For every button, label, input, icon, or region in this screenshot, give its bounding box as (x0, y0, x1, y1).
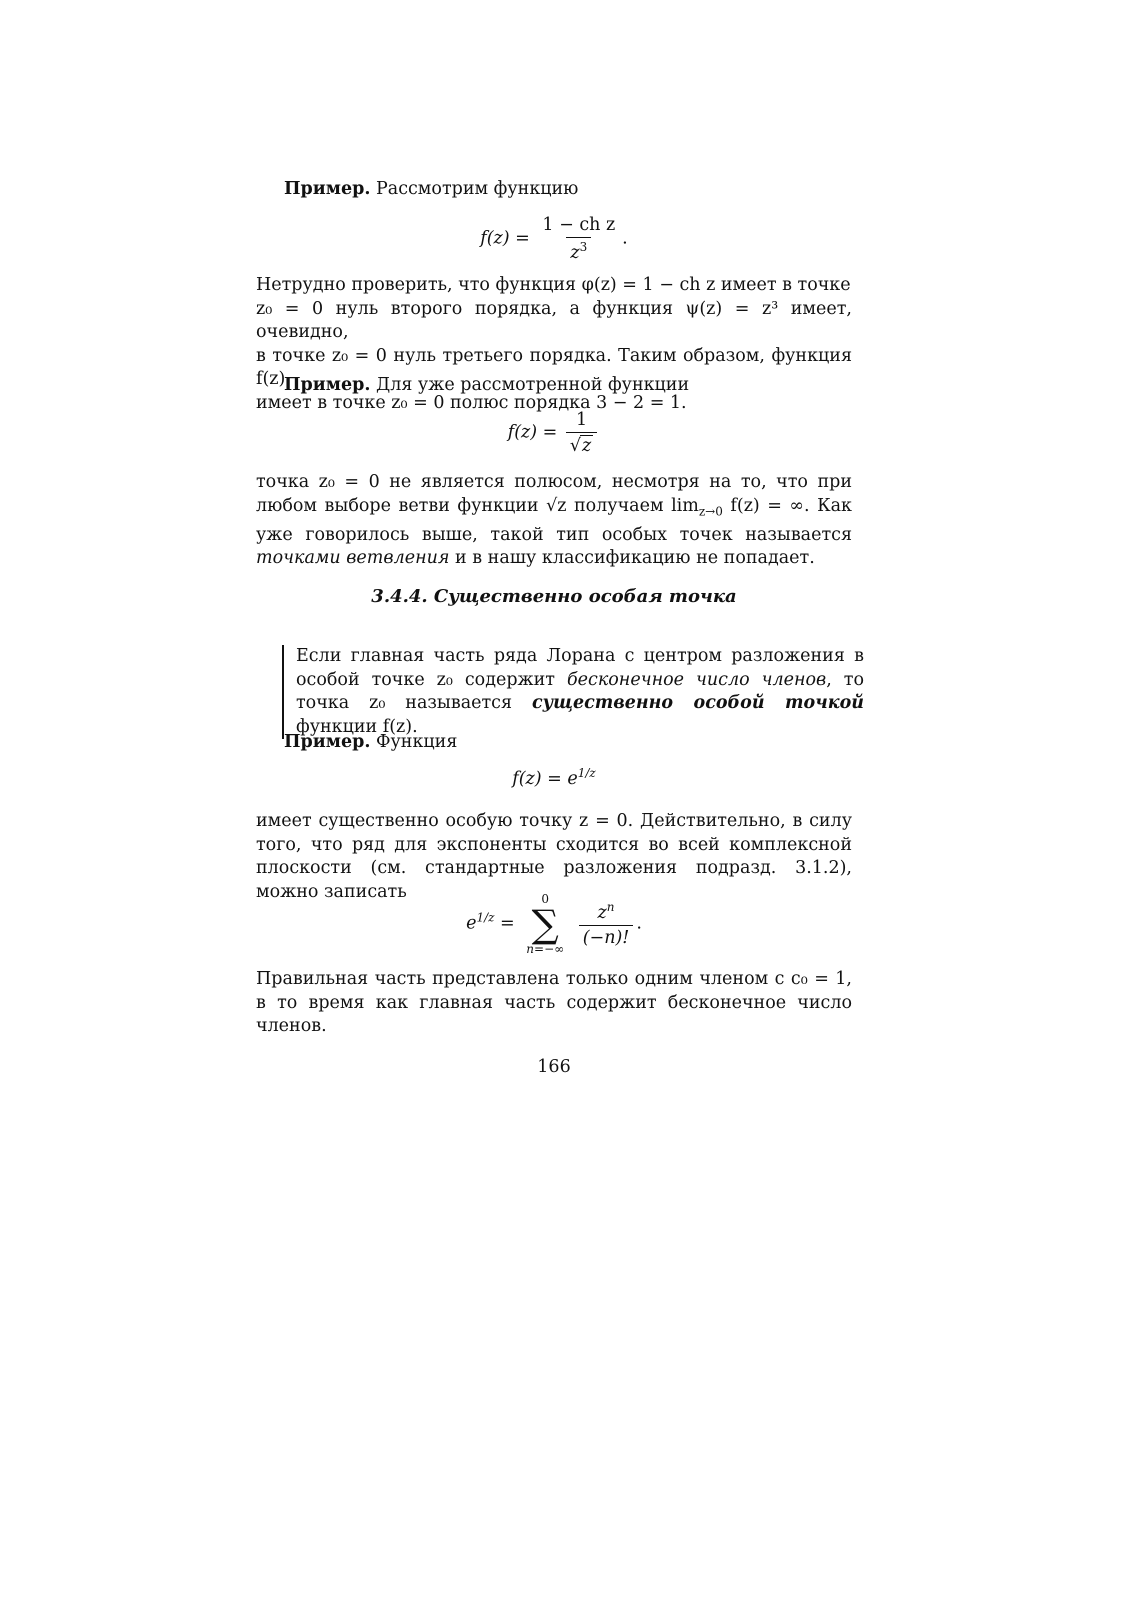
example3-formula (256, 766, 852, 789)
example3-formula-lhs: f(z) = e (512, 768, 578, 789)
sum-upper-limit: 0 (541, 892, 550, 906)
example2-fraction (566, 410, 597, 456)
definition-part3: функции f(z). (296, 716, 418, 737)
series-tail: . (636, 913, 642, 934)
example3-intro-text: Функция (375, 732, 458, 752)
example2-text-part1: точка z₀ = 0 не является полюсом, несмотря на то, что при любом выборе ветви функции √z получаем lim (256, 472, 852, 516)
example3-conclusion: Правильная часть представлена только одним членом с c₀ = 1, в то время как главная часть содержит бесконечное число членов. (256, 969, 852, 1036)
sqrt-sign: √ (569, 436, 582, 456)
series-fraction (579, 900, 634, 948)
sigma-symbol: ∑ (531, 902, 559, 946)
series-num-exp: n (606, 900, 615, 915)
example1-formula (256, 215, 852, 263)
example2-text-part2: f(z) = ∞. Как уже говорилось выше, такой тип особых точек называется (256, 495, 852, 545)
example1-line-3: в точке z₀ = 0 нуль третьего порядка. Таким образом, функция f(z) (256, 345, 852, 389)
example1-formula-tail: . (622, 228, 628, 249)
example2-intro-text: Для уже рассмотренной функции (375, 375, 690, 395)
series-num-base: z (597, 902, 607, 923)
example3-intro (256, 731, 852, 755)
example3-formula-exp: 1/z (577, 766, 596, 780)
definition-term: существенно особой точкой (531, 693, 864, 713)
definition-part2: , то точка z₀ называется (296, 669, 864, 713)
example1-fraction (538, 215, 619, 263)
definition-box (282, 645, 864, 739)
series-eq: = (500, 913, 515, 934)
example2-text-part3: и в нашу классификацию не попадает. (449, 548, 815, 568)
series-lhs: e (466, 913, 477, 934)
example3-text: имеет существенно особую точку z = 0. Действительно, в силу того, что ряд для экспоненты сходится во всей комплексной плоскости (см. стандартные разложения подразд. 3.1.2), можно записать (256, 811, 852, 902)
example2-lim-sub: z→0 (698, 504, 723, 518)
example1-line-4: имеет в точке z₀ = 0 полюс порядка 3 − 2 = 1. (256, 392, 687, 413)
example1-den-exp: 3 (579, 240, 588, 254)
example2-numerator: 1 (576, 410, 588, 430)
example2-denominator (566, 432, 597, 456)
example1-line-2: z₀ = 0 нуль второго порядка, а функция ψ(z) = z³ имеет, очевидно, (256, 298, 852, 342)
sum-lower-limit: n=−∞ (526, 942, 565, 956)
series-denominator: (−n)! (579, 925, 634, 948)
example1-intro (256, 178, 852, 202)
definition-italic: бесконечное число членов (566, 669, 827, 690)
example2-intro (256, 374, 852, 398)
example2-formula-lhs: f(z) = (507, 422, 558, 443)
example1-line-1: Нетрудно проверить, что функция φ(z) = 1 − ch z имеет в точке (256, 275, 851, 295)
example2-formula (256, 410, 852, 456)
page-number: 166 (537, 1057, 571, 1077)
definition-part1: Если главная часть ряда Лорана с центром разложения в особой точке z₀ содержит (296, 646, 864, 690)
series-numerator (594, 900, 619, 925)
example3-label: Пример. (284, 732, 371, 752)
example1-denominator (566, 237, 591, 263)
series-formula (256, 892, 852, 956)
example2-italic-term: точками ветвления (256, 548, 450, 568)
section-heading: 3.4.4. Существенно особая точка (371, 586, 737, 607)
series-lhs-exp: 1/z (476, 910, 495, 925)
example1-intro-text: Рассмотрим функцию (375, 179, 579, 199)
summation (526, 892, 564, 956)
example2-label: Пример. (284, 375, 371, 395)
example1-label: Пример. (284, 179, 371, 199)
example1-den-base: z (570, 242, 580, 263)
example2-text (256, 471, 852, 571)
sqrt-radicand: z (582, 436, 592, 456)
example1-formula-lhs: f(z) = (480, 228, 530, 249)
example1-numerator: 1 − ch z (542, 215, 616, 235)
